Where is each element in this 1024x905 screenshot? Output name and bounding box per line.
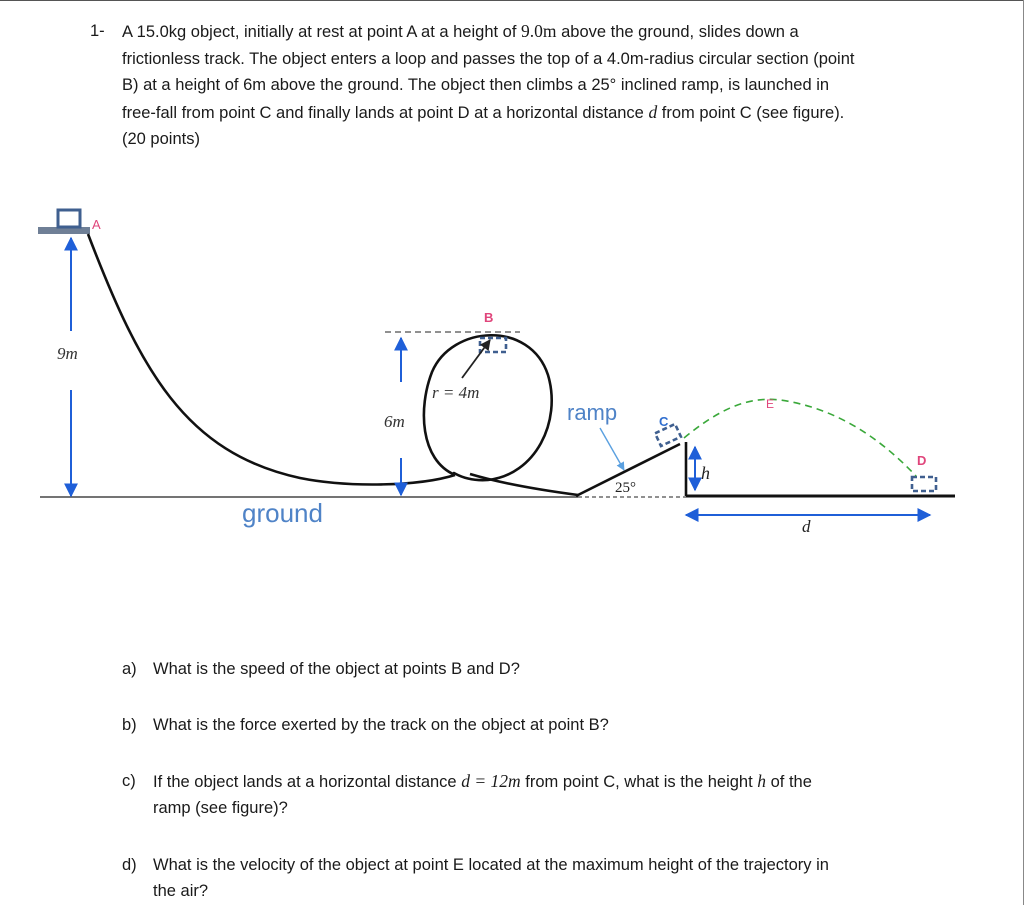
problem-line-3: B) at a height of 6m above the ground. The object then climbs a 25° inclined ramp, is launched in	[122, 76, 830, 94]
point-c-label: C	[659, 414, 669, 429]
height-h-label: h	[701, 463, 710, 483]
point-e-label: E	[766, 397, 775, 411]
ramp-label: ramp	[567, 400, 618, 425]
question-c-line-2: ramp (see figure)?	[153, 799, 288, 817]
question-c	[122, 768, 812, 821]
object-at-b	[480, 338, 506, 352]
track-exit	[470, 474, 578, 495]
page-top-border	[0, 0, 1024, 1]
problem-points: (20 points)	[122, 130, 200, 148]
question-c-line-1: If the object lands at a horizontal distance d = 12m from point C, what is the height h of the	[153, 771, 812, 791]
question-d-line-2: the air?	[153, 882, 209, 900]
point-b-label: B	[484, 310, 494, 325]
question-a	[122, 656, 520, 682]
question-c-label: c)	[122, 772, 136, 790]
problem-line-2: frictionless track. The object enters a loop and passes the top of a 4.0m-radius circular section (point	[122, 49, 855, 68]
height-symbol: h	[757, 771, 767, 791]
question-b-label: b)	[122, 716, 137, 734]
question-d-line-1: What is the velocity of the object at point E located at the maximum height of the trajectory in	[153, 856, 829, 874]
loop-track	[424, 335, 552, 480]
radius-line	[462, 340, 490, 378]
question-a-text: What is the speed of the object at points B and D?	[153, 660, 520, 678]
ramp-pointer	[600, 428, 624, 470]
projectile-trajectory	[684, 399, 916, 476]
problem-line-1: A 15.0kg object, initially at rest at point A at a height of 9.0m above the ground, slides down a	[122, 21, 799, 41]
object-at-a	[58, 210, 80, 227]
point-a-label: A	[92, 217, 101, 232]
question-b-text: What is the force exerted by the track on the object at point B?	[153, 716, 609, 734]
problem-statement	[90, 18, 910, 153]
ramp-angle-label: 25°	[615, 480, 636, 496]
distance-symbol: d	[648, 101, 658, 122]
question-d	[122, 852, 829, 904]
radius-label: r = 4m	[432, 383, 480, 402]
height-6m-label: 6m	[384, 412, 405, 431]
track-diagram	[0, 190, 1024, 550]
height-value-math: 9.0m	[521, 21, 557, 41]
problem-body	[122, 18, 910, 153]
question-a-label: a)	[122, 660, 137, 678]
ground-label: ground	[242, 498, 323, 528]
distance-d-label: d	[802, 517, 811, 536]
height-9m-label: 9m	[57, 344, 78, 363]
problem-line-4: free-fall from point C and finally lands at point D at a horizontal distance d from point C (see figure).	[122, 101, 845, 122]
distance-equation: d = 12m	[461, 771, 521, 791]
question-d-label: d)	[122, 856, 137, 874]
point-d-label: D	[917, 453, 927, 468]
problem-number: 1-	[90, 22, 105, 40]
object-at-d	[912, 477, 936, 491]
track-descent	[88, 234, 455, 484]
question-b	[122, 712, 609, 738]
